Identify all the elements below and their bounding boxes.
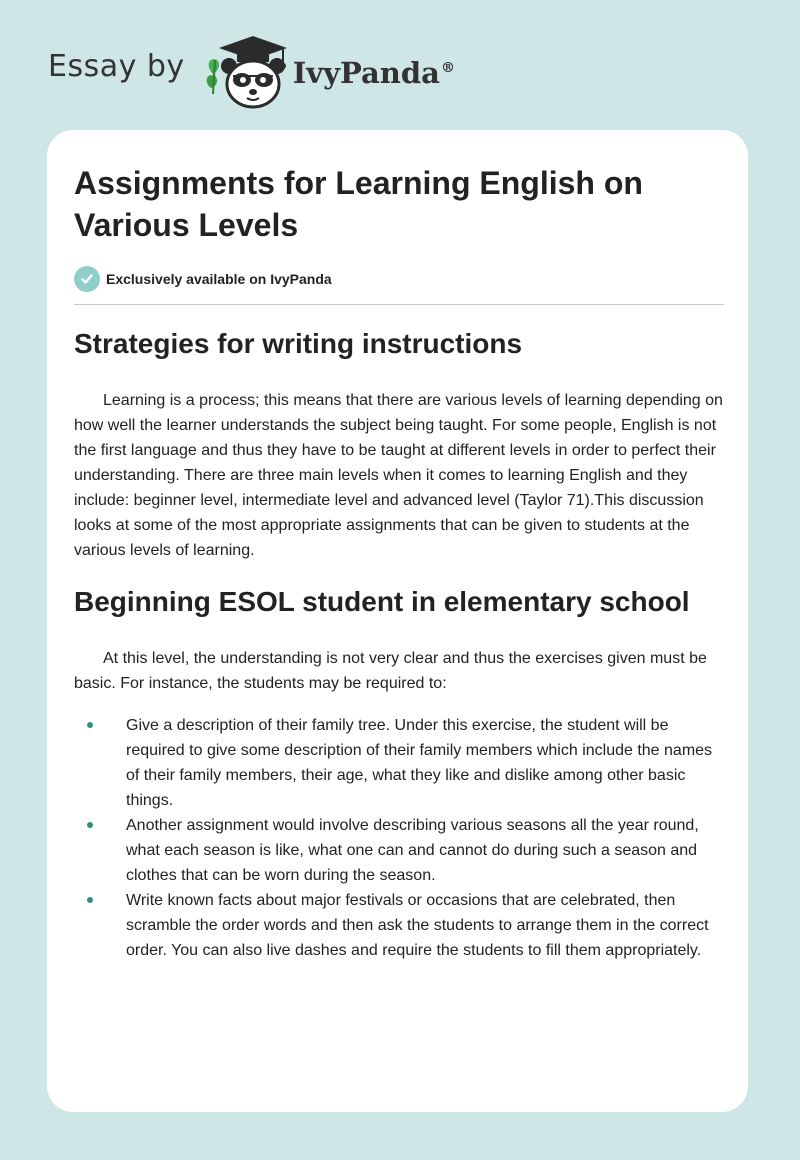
bullet-icon bbox=[87, 722, 93, 728]
list-item-text: Give a description of their family tree. Under this exercise, the student will be required to give some description of their family members which include the names of their family members, their age, what they like and dislike among other basic things. bbox=[126, 717, 713, 809]
panda-logo-icon[interactable] bbox=[199, 30, 289, 110]
site-header bbox=[48, 30, 455, 110]
essay-card bbox=[47, 130, 748, 1112]
bullet-icon bbox=[87, 897, 93, 903]
divider bbox=[74, 304, 724, 305]
list-item bbox=[74, 813, 724, 888]
exclusive-badge bbox=[74, 266, 724, 292]
section-heading-strategies: Strategies for writing instructions bbox=[74, 328, 523, 359]
list-item-text: Write known facts about major festivals or occasions that are celebrated, then scramble the order words and then ask the students to arrange them in the correct order. You can also live dashes and require the students to fill them appropriately. bbox=[126, 892, 709, 959]
essay-content bbox=[74, 162, 724, 963]
essay-by-label: Essay by bbox=[48, 48, 185, 84]
section-paragraph-strategies: Learning is a process; this means that there are various levels of learning depending on how well the learner understands the subject being taught. For some people, English is not the first language and thus they have to be taught at different levels in order to perfect their understanding. There are three main levels when it comes to learning English and they include: beginner level, intermediate level and advanced level (Taylor 71).This discussion looks at some of the most appropriate assignments that can be given to students at the various levels of learning. bbox=[74, 392, 723, 559]
brand-name[interactable]: IvyPanda® bbox=[292, 56, 455, 90]
page-title: Assignments for Learning English on Various Levels bbox=[74, 165, 643, 243]
list-item-text: Another assignment would involve describing various seasons all the year round, what each season is like, what one can and cannot do during such a season and clothes that can be worn during the season. bbox=[126, 817, 699, 884]
list-item bbox=[74, 713, 724, 813]
bullet-icon bbox=[87, 822, 93, 828]
section-heading-beginning-esol: Beginning ESOL student in elementary school bbox=[74, 586, 690, 617]
section-paragraph-beginning-esol: At this level, the understanding is not very clear and thus the exercises given must be basic. For instance, the students may be required to: bbox=[74, 650, 707, 692]
check-icon bbox=[74, 266, 100, 292]
list-item bbox=[74, 888, 724, 963]
registered-mark: ® bbox=[440, 60, 455, 77]
badge-text: Exclusively available on IvyPanda bbox=[106, 271, 332, 287]
assignment-list bbox=[74, 713, 724, 963]
